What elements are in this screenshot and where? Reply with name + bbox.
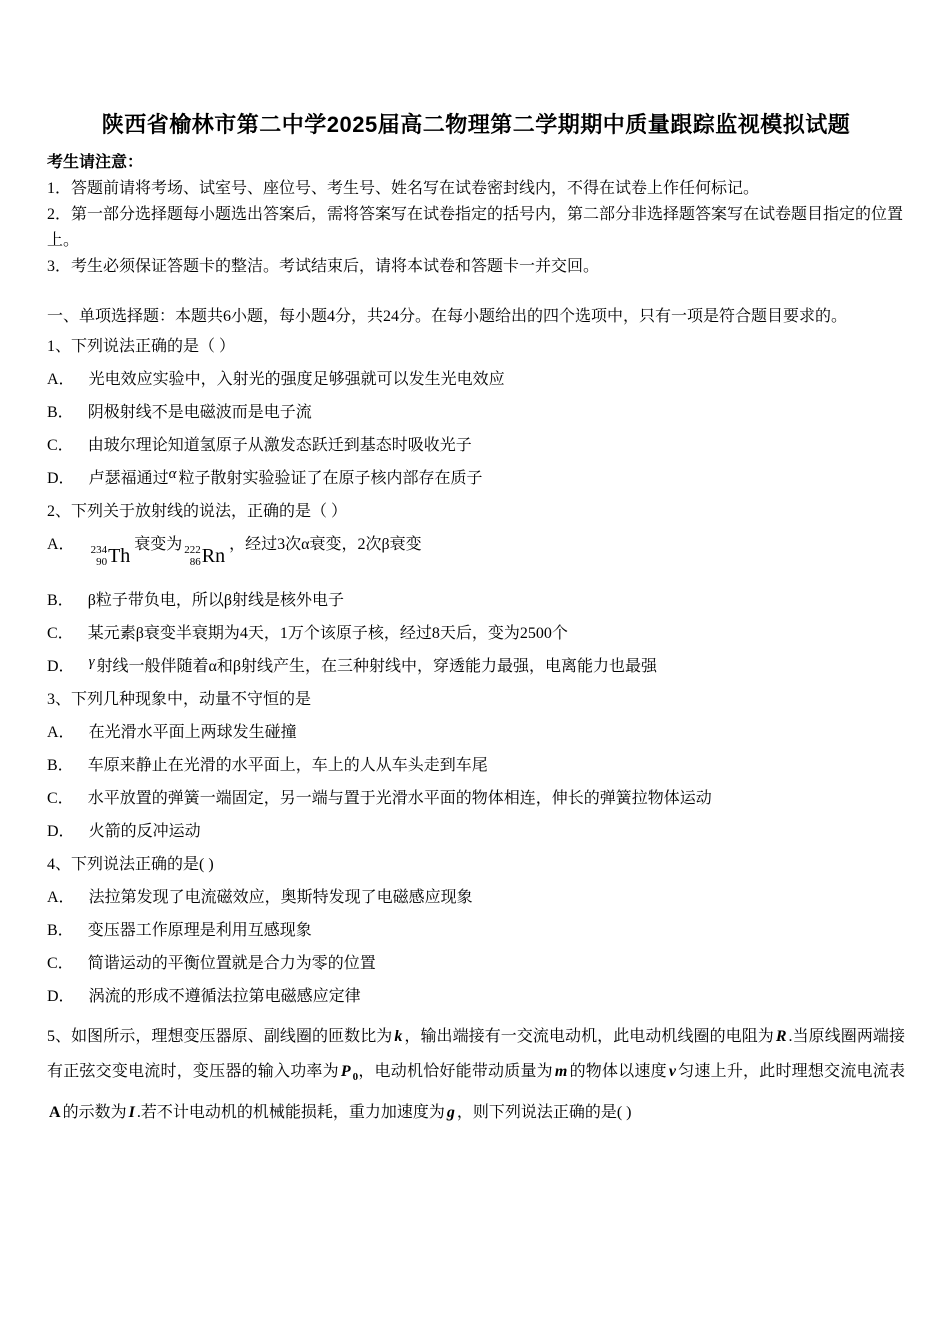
- nuclide-mass-charge: 234 90: [90, 544, 108, 568]
- text-segment: ，则下列说法正确的是( ): [456, 1104, 632, 1121]
- option-label: A．: [47, 724, 75, 741]
- option-text: [89, 724, 297, 741]
- question-2: [47, 501, 905, 678]
- option-text: [88, 625, 568, 642]
- question-2-option-b: [47, 590, 905, 612]
- text-segment: 车原来静止在光滑的水平面上，车上的人从车头走到车尾: [87, 757, 488, 774]
- option-text: [89, 889, 473, 906]
- question-4: [47, 854, 905, 1008]
- text-segment: A: [49, 1104, 61, 1121]
- option-text: [89, 823, 201, 840]
- text-segment: 4、下列说法正确的是( ): [47, 856, 214, 873]
- option-text: [89, 988, 361, 1005]
- option-text: [89, 371, 505, 388]
- notice-item-1: 1．答题前请将考场、试室号、座位号、考生号、姓名写在试卷密封线内，不得在试卷上作任何标记。: [47, 180, 760, 197]
- text-segment: 2、下列关于放射线的说法，正确的是（ ）: [47, 503, 348, 520]
- question-3-option-b: [47, 755, 905, 777]
- question-2-option-d: [47, 656, 905, 678]
- text-segment: v: [668, 1063, 676, 1080]
- question-2-option-c: [47, 623, 905, 645]
- option-label: C．: [47, 955, 74, 972]
- option-label: C．: [47, 437, 74, 454]
- text-segment: ，经过3次α衰变，2次β衰变: [229, 536, 422, 553]
- question-4-option-d: [47, 986, 905, 1008]
- option-label: A．: [47, 536, 75, 553]
- text-segment: ，输出端接有一交流电动机，此电动机线圈的电阻为: [404, 1028, 774, 1045]
- question-1: [47, 336, 905, 490]
- option-text: [88, 592, 344, 609]
- page-title: 陕西省榆林市第二中学2025届高二物理第二学期期中质量跟踪监视模拟试题: [101, 112, 851, 137]
- option-label: D．: [47, 988, 75, 1005]
- option-label: B．: [47, 922, 74, 939]
- option-text: [88, 654, 658, 675]
- question-5-stem: [47, 1019, 905, 1130]
- option-label: D．: [47, 658, 75, 675]
- notice-item-3: 3．考生必须保证答题卡的整洁。考试结束后，请将本试卷和答题卡一并交回。: [47, 258, 600, 275]
- question-3-option-c: [47, 788, 905, 810]
- option-label: D．: [47, 823, 75, 840]
- question-1-option-b: [47, 402, 905, 424]
- notice-heading: 考生请注意：: [47, 154, 144, 171]
- section-1-heading: 一、单项选择题：本题共6小题，每小题4分，共24分。在每小题给出的四个选项中，只有一项是符合题目要求的。: [47, 308, 848, 325]
- option-label: B．: [47, 404, 74, 421]
- text-segment: m: [554, 1063, 568, 1080]
- text-segment: I: [128, 1104, 135, 1121]
- element-symbol: Th: [108, 545, 131, 567]
- nuclide-notation: [184, 544, 225, 568]
- option-label: C．: [47, 625, 74, 642]
- option-text: [88, 466, 483, 487]
- nuclide-notation: [91, 544, 131, 568]
- option-text: [88, 404, 312, 421]
- question-1-option-d: [47, 468, 905, 490]
- element-symbol: Rn: [201, 545, 226, 567]
- text-segment: 的物体以速度: [569, 1063, 667, 1080]
- text-segment: β粒子带负电，所以β射线是核外电子: [87, 592, 344, 609]
- option-label: A．: [47, 889, 75, 906]
- text-segment: 简谐运动的平衡位置就是合力为零的位置: [87, 955, 376, 972]
- text-segment: γ: [88, 654, 95, 670]
- question-4-option-b: [47, 920, 905, 942]
- text-segment: 1、下列说法正确的是（ ）: [47, 338, 236, 355]
- text-segment: 法拉第发现了电流磁效应，奥斯特发现了电磁感应现象: [88, 889, 473, 906]
- text-segment: R: [775, 1028, 787, 1045]
- question-3: [47, 689, 905, 843]
- option-label: B．: [47, 757, 74, 774]
- text-segment: 粒子散射实验验证了在原子核内部存在质子: [178, 470, 483, 487]
- text-segment: 衰变为: [134, 536, 183, 553]
- option-text: [89, 536, 422, 568]
- notice-item-2: 2．第一部分选择题每小题选出答案后，需将答案写在试卷指定的括号内，第二部分非选择题答案写在试卷题目指定的位置上。: [47, 206, 904, 249]
- option-label: D．: [47, 470, 75, 487]
- text-segment: 由玻尔理论知道氢原子从激发态跃迁到基态时吸收光子: [87, 437, 472, 454]
- question-3-option-a: [47, 722, 905, 744]
- text-segment: 5、如图所示，理想变压器原、副线圈的匝数比为: [47, 1028, 393, 1045]
- question-5: [47, 1019, 905, 1130]
- option-label: B．: [47, 592, 74, 609]
- text-segment: 在光滑水平面上两球发生碰撞: [88, 724, 297, 741]
- text-segment: 匀速上升，此时理想交流电流表: [677, 1063, 905, 1080]
- question-1-option-c: [47, 435, 905, 457]
- text-segment: .若不计电动机的机械能损耗，重力加速度为: [136, 1104, 445, 1121]
- option-text: [88, 790, 712, 807]
- question-4-stem: [47, 854, 905, 876]
- text-segment: 的示数为: [62, 1104, 127, 1121]
- option-label: C．: [47, 790, 74, 807]
- option-text: [88, 955, 376, 972]
- question-4-option-a: [47, 887, 905, 909]
- question-1-option-a: [47, 369, 905, 391]
- question-2-stem: [47, 501, 905, 523]
- text-segment: 0: [352, 1071, 359, 1083]
- text-segment: 射线一般伴随着α和β射线产生，在三种射线中，穿透能力最强，电离能力也最强: [96, 658, 658, 675]
- text-segment: P: [340, 1063, 351, 1080]
- text-segment: 涡流的形成不遵循法拉第电磁感应定律: [88, 988, 361, 1005]
- text-segment: α: [168, 466, 177, 482]
- option-text: [88, 437, 472, 454]
- text-segment: 阴极射线不是电磁波而是电子流: [87, 404, 312, 421]
- notice-block: [47, 150, 905, 280]
- text-segment: 光电效应实验中，入射光的强度足够强就可以发生光电效应: [88, 371, 505, 388]
- text-segment: 某元素β衰变半衰期为4天，1万个该原子核，经过8天后，变为2500个: [87, 625, 568, 642]
- text-segment: 火箭的反冲运动: [88, 823, 201, 840]
- text-segment: ，电动机恰好能带动质量为: [358, 1063, 553, 1080]
- text-segment: k: [394, 1028, 403, 1045]
- option-text: [88, 757, 488, 774]
- nuclide-mass-charge: 222 86: [184, 544, 201, 568]
- question-2-option-a: [47, 534, 905, 568]
- text-segment: 3、下列几种现象中，动量不守恒的是: [47, 691, 312, 708]
- option-text: [88, 922, 312, 939]
- text-segment: 水平放置的弹簧一端固定，另一端与置于光滑水平面的物体相连，伸长的弹簧拉物体运动: [87, 790, 712, 807]
- question-3-option-d: [47, 821, 905, 843]
- question-3-stem: [47, 689, 905, 711]
- text-segment: 变压器工作原理是利用互感现象: [87, 922, 312, 939]
- option-label: A．: [47, 371, 75, 388]
- text-segment: .当原线圈两端接有正弦交变电流时，变压器的输入功率为: [47, 1028, 905, 1080]
- question-1-stem: [47, 336, 905, 358]
- question-4-option-c: [47, 953, 905, 975]
- text-segment: 卢瑟福通过: [88, 470, 169, 487]
- text-segment: g: [446, 1104, 455, 1121]
